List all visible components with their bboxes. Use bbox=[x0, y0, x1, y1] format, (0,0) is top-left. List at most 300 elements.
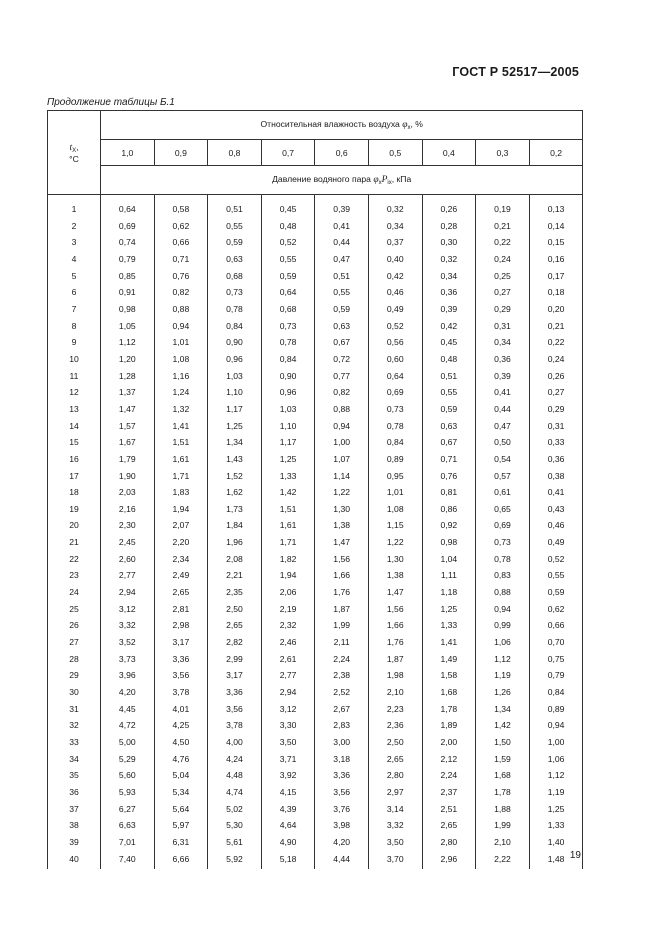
pressure-cell: 2,21 bbox=[208, 567, 262, 584]
pressure-cell: 0,26 bbox=[422, 195, 476, 218]
pressure-cell: 0,46 bbox=[529, 517, 583, 534]
pressure-cell: 2,82 bbox=[208, 634, 262, 651]
humidity-subscript: x bbox=[407, 125, 411, 131]
pressure-cell: 0,29 bbox=[476, 301, 530, 318]
pressure-cell: 3,78 bbox=[154, 684, 208, 701]
table-row bbox=[48, 218, 583, 235]
pressure-cell: 1,42 bbox=[261, 484, 315, 501]
pressure-cell: 0,55 bbox=[315, 284, 369, 301]
pressure-cell: 1,90 bbox=[101, 468, 155, 485]
pressure-cell: 3,17 bbox=[208, 667, 262, 684]
table-row bbox=[48, 817, 583, 834]
table-row bbox=[48, 834, 583, 851]
pressure-cell: 5,64 bbox=[154, 801, 208, 818]
temperature-cell: 11 bbox=[48, 368, 101, 385]
temperature-cell: 26 bbox=[48, 617, 101, 634]
pressure-cell: 4,90 bbox=[261, 834, 315, 851]
pressure-cell: 0,33 bbox=[529, 434, 583, 451]
pressure-cell: 0,51 bbox=[422, 368, 476, 385]
temperature-cell: 6 bbox=[48, 284, 101, 301]
table-row bbox=[48, 784, 583, 801]
pressure-cell: 3,50 bbox=[368, 834, 422, 851]
table-row bbox=[48, 251, 583, 268]
pressure-subscript-ix: ix bbox=[387, 180, 392, 186]
pressure-cell: 1,99 bbox=[476, 817, 530, 834]
pressure-cell: 0,55 bbox=[422, 384, 476, 401]
pressure-cell: 3,12 bbox=[261, 701, 315, 718]
column-header-row bbox=[48, 140, 583, 166]
pressure-cell: 0,79 bbox=[101, 251, 155, 268]
temperature-cell: 14 bbox=[48, 418, 101, 435]
pressure-cell: 1,51 bbox=[261, 501, 315, 518]
pressure-cell: 0,41 bbox=[315, 218, 369, 235]
pressure-cell: 0,69 bbox=[476, 517, 530, 534]
pressure-cell: 0,36 bbox=[529, 451, 583, 468]
pressure-cell: 4,20 bbox=[315, 834, 369, 851]
pressure-cell: 0,21 bbox=[476, 218, 530, 235]
pressure-cell: 0,78 bbox=[208, 301, 262, 318]
pressure-cell: 2,97 bbox=[368, 784, 422, 801]
pressure-cell: 0,25 bbox=[476, 268, 530, 285]
pressure-cell: 1,67 bbox=[101, 434, 155, 451]
pressure-cell: 0,41 bbox=[529, 484, 583, 501]
pressure-cell: 0,96 bbox=[208, 351, 262, 368]
pressure-cell: 1,61 bbox=[154, 451, 208, 468]
pressure-cell: 2,65 bbox=[368, 751, 422, 768]
pressure-cell: 2,61 bbox=[261, 651, 315, 668]
temperature-header: $t_X$, °C bbox=[48, 111, 101, 195]
table-row bbox=[48, 195, 583, 218]
table-row bbox=[48, 401, 583, 418]
pressure-cell: 1,38 bbox=[368, 567, 422, 584]
pressure-cell: 0,75 bbox=[529, 651, 583, 668]
pressure-cell: 2,50 bbox=[368, 734, 422, 751]
pressure-cell: 2,37 bbox=[422, 784, 476, 801]
pressure-cell: 1,89 bbox=[422, 717, 476, 734]
pressure-cell: 1,34 bbox=[208, 434, 262, 451]
page-number: 19 bbox=[569, 850, 581, 861]
pressure-cell: 2,19 bbox=[261, 601, 315, 618]
pressure-cell: 0,42 bbox=[368, 268, 422, 285]
pressure-cell: 1,33 bbox=[422, 617, 476, 634]
pressure-cell: 1,12 bbox=[476, 651, 530, 668]
pressure-cell: 2,77 bbox=[101, 567, 155, 584]
table-row bbox=[48, 434, 583, 451]
pressure-cell: 1,84 bbox=[208, 517, 262, 534]
pressure-cell: 0,51 bbox=[315, 268, 369, 285]
pressure-cell: 0,55 bbox=[529, 567, 583, 584]
pressure-cell: 1,78 bbox=[476, 784, 530, 801]
pressure-cell: 3,36 bbox=[315, 767, 369, 784]
pressure-cell: 0,62 bbox=[154, 218, 208, 235]
pressure-cell: 1,00 bbox=[529, 734, 583, 751]
pressure-cell: 3,56 bbox=[208, 701, 262, 718]
pressure-cell: 2,12 bbox=[422, 751, 476, 768]
table-row bbox=[48, 418, 583, 435]
pressure-cell: 1,66 bbox=[368, 617, 422, 634]
pressure-cell: 0,38 bbox=[529, 468, 583, 485]
pressure-cell: 1,08 bbox=[154, 351, 208, 368]
pressure-cell: 3,78 bbox=[208, 717, 262, 734]
pressure-cell: 0,69 bbox=[368, 384, 422, 401]
pressure-cell: 1,01 bbox=[368, 484, 422, 501]
pressure-cell: 1,47 bbox=[315, 534, 369, 551]
temperature-cell: 17 bbox=[48, 468, 101, 485]
table-row bbox=[48, 751, 583, 768]
pressure-cell: 3,00 bbox=[315, 734, 369, 751]
temperature-cell: 27 bbox=[48, 634, 101, 651]
temperature-cell: 5 bbox=[48, 268, 101, 285]
pressure-cell: 0,27 bbox=[529, 384, 583, 401]
pressure-cell: 0,77 bbox=[315, 368, 369, 385]
pressure-cell: 0,70 bbox=[529, 634, 583, 651]
pressure-cell: 0,85 bbox=[101, 268, 155, 285]
pressure-cell: 1,87 bbox=[315, 601, 369, 618]
pressure-cell: 0,73 bbox=[261, 318, 315, 335]
pressure-cell: 1,18 bbox=[422, 584, 476, 601]
pressure-cell: 0,31 bbox=[476, 318, 530, 335]
pressure-cell: 0,18 bbox=[529, 284, 583, 301]
pressure-cell: 1,76 bbox=[315, 584, 369, 601]
pressure-cell: 0,24 bbox=[529, 351, 583, 368]
pressure-cell: 3,36 bbox=[154, 651, 208, 668]
column-header: 0,3 bbox=[476, 140, 530, 166]
pressure-cell: 0,73 bbox=[476, 534, 530, 551]
pressure-cell: 0,57 bbox=[476, 468, 530, 485]
pressure-cell: 2,51 bbox=[422, 801, 476, 818]
pressure-cell: 2,65 bbox=[208, 617, 262, 634]
pressure-cell: 1,25 bbox=[422, 601, 476, 618]
pressure-cell: 0,60 bbox=[368, 351, 422, 368]
pressure-cell: 0,89 bbox=[529, 701, 583, 718]
pressure-cell: 0,48 bbox=[261, 218, 315, 235]
pressure-cell: 0,84 bbox=[368, 434, 422, 451]
table-row bbox=[48, 368, 583, 385]
pressure-cell: 0,20 bbox=[529, 301, 583, 318]
pressure-cell: 0,24 bbox=[476, 251, 530, 268]
pressure-cell: 0,68 bbox=[261, 301, 315, 318]
pressure-cell: 0,52 bbox=[261, 234, 315, 251]
pressure-cell: 2,22 bbox=[476, 851, 530, 870]
pressure-cell: 1,25 bbox=[529, 801, 583, 818]
pressure-cell: 2,36 bbox=[368, 717, 422, 734]
temperature-cell: 36 bbox=[48, 784, 101, 801]
pressure-cell: 0,13 bbox=[529, 195, 583, 218]
pressure-cell: 4,45 bbox=[101, 701, 155, 718]
pressure-cell: 0,34 bbox=[476, 334, 530, 351]
pressure-cell: 1,71 bbox=[154, 468, 208, 485]
pressure-cell: 1,56 bbox=[315, 551, 369, 568]
pressure-cell: 0,59 bbox=[208, 234, 262, 251]
pressure-cell: 1,07 bbox=[315, 451, 369, 468]
temp-subscript: X bbox=[72, 147, 77, 154]
pressure-cell: 2,60 bbox=[101, 551, 155, 568]
column-header: 0,8 bbox=[208, 140, 262, 166]
pressure-cell: 0,59 bbox=[261, 268, 315, 285]
pressure-cell: 0,21 bbox=[529, 318, 583, 335]
pressure-cell: 4,64 bbox=[261, 817, 315, 834]
pressure-cell: 0,55 bbox=[208, 218, 262, 235]
pressure-subscript-x: x bbox=[378, 180, 382, 186]
temperature-cell: 40 bbox=[48, 851, 101, 870]
pressure-cell: 3,56 bbox=[154, 667, 208, 684]
pressure-cell: 2,38 bbox=[315, 667, 369, 684]
pressure-cell: 1,61 bbox=[261, 517, 315, 534]
pressure-header-prefix: Давление водяного пара bbox=[272, 174, 371, 184]
pressure-cell: 4,01 bbox=[154, 701, 208, 718]
temperature-cell: 8 bbox=[48, 318, 101, 335]
table-row bbox=[48, 734, 583, 751]
pressure-cell: 0,63 bbox=[208, 251, 262, 268]
temperature-cell: 31 bbox=[48, 701, 101, 718]
pressure-cell: 4,50 bbox=[154, 734, 208, 751]
pressure-cell: 1,19 bbox=[529, 784, 583, 801]
column-header: 0,4 bbox=[422, 140, 476, 166]
pressure-cell: 3,30 bbox=[261, 717, 315, 734]
pressure-cell: 1,10 bbox=[261, 418, 315, 435]
pressure-cell: 1,22 bbox=[315, 484, 369, 501]
pressure-cell: 0,45 bbox=[261, 195, 315, 218]
pressure-cell: 1,17 bbox=[208, 401, 262, 418]
pressure-cell: 3,36 bbox=[208, 684, 262, 701]
temperature-cell: 1 bbox=[48, 195, 101, 218]
pressure-cell: 0,78 bbox=[368, 418, 422, 435]
pressure-cell: 1,56 bbox=[368, 601, 422, 618]
humidity-symbol: φ bbox=[402, 120, 408, 130]
humidity-pressure-table bbox=[47, 110, 583, 869]
pressure-cell: 0,79 bbox=[529, 667, 583, 684]
pressure-cell: 2,65 bbox=[154, 584, 208, 601]
temperature-cell: 7 bbox=[48, 301, 101, 318]
pressure-cell: 0,92 bbox=[422, 517, 476, 534]
pressure-cell: 0,89 bbox=[368, 451, 422, 468]
pressure-cell: 3,70 bbox=[368, 851, 422, 870]
pressure-cell: 2,94 bbox=[261, 684, 315, 701]
temperature-cell: 18 bbox=[48, 484, 101, 501]
table-row bbox=[48, 384, 583, 401]
pressure-cell: 0,49 bbox=[529, 534, 583, 551]
temperature-cell: 9 bbox=[48, 334, 101, 351]
pressure-cell: 3,32 bbox=[101, 617, 155, 634]
pressure-cell: 0,82 bbox=[154, 284, 208, 301]
pressure-cell: 1,94 bbox=[154, 501, 208, 518]
temperature-cell: 16 bbox=[48, 451, 101, 468]
pressure-cell: 3,96 bbox=[101, 667, 155, 684]
pressure-cell: 2,99 bbox=[208, 651, 262, 668]
table-row bbox=[48, 851, 583, 870]
pressure-cell: 0,91 bbox=[101, 284, 155, 301]
pressure-cell: 1,88 bbox=[476, 801, 530, 818]
pressure-cell: 2,08 bbox=[208, 551, 262, 568]
pressure-cell: 1,57 bbox=[101, 418, 155, 435]
pressure-cell: 1,41 bbox=[154, 418, 208, 435]
pressure-cell: 1,01 bbox=[154, 334, 208, 351]
pressure-cell: 2,24 bbox=[315, 651, 369, 668]
temperature-cell: 34 bbox=[48, 751, 101, 768]
table-row bbox=[48, 567, 583, 584]
pressure-cell: 0,95 bbox=[368, 468, 422, 485]
pressure-cell: 3,52 bbox=[101, 634, 155, 651]
pressure-cell: 1,98 bbox=[368, 667, 422, 684]
pressure-cell: 0,67 bbox=[315, 334, 369, 351]
pressure-cell: 0,83 bbox=[476, 567, 530, 584]
pressure-cell: 3,92 bbox=[261, 767, 315, 784]
pressure-cell: 0,32 bbox=[422, 251, 476, 268]
pressure-cell: 2,20 bbox=[154, 534, 208, 551]
pressure-cell: 0,73 bbox=[208, 284, 262, 301]
pressure-cell: 4,00 bbox=[208, 734, 262, 751]
humidity-header-prefix: Относительная влажность воздуха bbox=[260, 119, 400, 129]
pressure-cell: 0,34 bbox=[422, 268, 476, 285]
pressure-cell: 2,96 bbox=[422, 851, 476, 870]
pressure-cell: 1,47 bbox=[101, 401, 155, 418]
pressure-cell: 0,54 bbox=[476, 451, 530, 468]
table-body bbox=[48, 195, 583, 870]
pressure-cell: 0,84 bbox=[208, 318, 262, 335]
temperature-cell: 20 bbox=[48, 517, 101, 534]
pressure-cell: 1,03 bbox=[261, 401, 315, 418]
pressure-cell: 1,47 bbox=[368, 584, 422, 601]
pressure-cell: 5,04 bbox=[154, 767, 208, 784]
pressure-cell: 3,18 bbox=[315, 751, 369, 768]
pressure-cell: 2,06 bbox=[261, 584, 315, 601]
pressure-cell: 0,62 bbox=[529, 601, 583, 618]
pressure-cell: 1,41 bbox=[422, 634, 476, 651]
pressure-cell: 0,82 bbox=[315, 384, 369, 401]
temperature-cell: 10 bbox=[48, 351, 101, 368]
pressure-cell: 1,96 bbox=[208, 534, 262, 551]
pressure-cell: 0,99 bbox=[476, 617, 530, 634]
pressure-cell: 3,12 bbox=[101, 601, 155, 618]
pressure-cell: 1,78 bbox=[422, 701, 476, 718]
pressure-cell: 6,66 bbox=[154, 851, 208, 870]
pressure-cell: 0,14 bbox=[529, 218, 583, 235]
pressure-cell: 0,43 bbox=[529, 501, 583, 518]
pressure-cell: 5,02 bbox=[208, 801, 262, 818]
pressure-cell: 0,76 bbox=[422, 468, 476, 485]
table-row bbox=[48, 501, 583, 518]
pressure-cell: 6,27 bbox=[101, 801, 155, 818]
pressure-cell: 0,39 bbox=[476, 368, 530, 385]
pressure-cell: 1,40 bbox=[529, 834, 583, 851]
pressure-cell: 1,24 bbox=[154, 384, 208, 401]
pressure-cell: 1,12 bbox=[101, 334, 155, 351]
table-row bbox=[48, 551, 583, 568]
pressure-cell: 5,18 bbox=[261, 851, 315, 870]
pressure-cell: 1,19 bbox=[476, 667, 530, 684]
pressure-symbol-phi: φ bbox=[373, 175, 379, 185]
pressure-cell: 5,30 bbox=[208, 817, 262, 834]
pressure-cell: 5,34 bbox=[154, 784, 208, 801]
pressure-cell: 0,27 bbox=[476, 284, 530, 301]
table-row bbox=[48, 634, 583, 651]
pressure-cell: 1,52 bbox=[208, 468, 262, 485]
table-row bbox=[48, 484, 583, 501]
pressure-cell: 2,50 bbox=[208, 601, 262, 618]
column-header: 0,7 bbox=[261, 140, 315, 166]
pressure-cell: 5,97 bbox=[154, 817, 208, 834]
pressure-cell: 1,25 bbox=[208, 418, 262, 435]
temperature-cell: 23 bbox=[48, 567, 101, 584]
pressure-cell: 0,49 bbox=[368, 301, 422, 318]
temperature-cell: 21 bbox=[48, 534, 101, 551]
pressure-cell: 0,68 bbox=[208, 268, 262, 285]
temperature-cell: 38 bbox=[48, 817, 101, 834]
pressure-cell: 1,38 bbox=[315, 517, 369, 534]
table-row bbox=[48, 617, 583, 634]
pressure-cell: 5,61 bbox=[208, 834, 262, 851]
pressure-cell: 0,84 bbox=[261, 351, 315, 368]
pressure-cell: 5,93 bbox=[101, 784, 155, 801]
pressure-cell: 1,28 bbox=[101, 368, 155, 385]
pressure-cell: 0,73 bbox=[368, 401, 422, 418]
pressure-cell: 0,51 bbox=[208, 195, 262, 218]
pressure-cell: 0,64 bbox=[101, 195, 155, 218]
humidity-header-suffix: , % bbox=[410, 119, 423, 129]
temperature-cell: 2 bbox=[48, 218, 101, 235]
temperature-cell: 12 bbox=[48, 384, 101, 401]
pressure-header bbox=[101, 166, 583, 195]
pressure-cell: 1,11 bbox=[422, 567, 476, 584]
table-row bbox=[48, 284, 583, 301]
table-row bbox=[48, 667, 583, 684]
pressure-cell: 1,50 bbox=[476, 734, 530, 751]
pressure-cell: 1,68 bbox=[476, 767, 530, 784]
pressure-cell: 0,52 bbox=[368, 318, 422, 335]
pressure-cell: 0,59 bbox=[315, 301, 369, 318]
pressure-cell: 3,32 bbox=[368, 817, 422, 834]
pressure-cell: 1,62 bbox=[208, 484, 262, 501]
pressure-cell: 1,30 bbox=[315, 501, 369, 518]
pressure-cell: 1,15 bbox=[368, 517, 422, 534]
table-row bbox=[48, 351, 583, 368]
pressure-cell: 1,48 bbox=[529, 851, 583, 870]
pressure-cell: 0,98 bbox=[422, 534, 476, 551]
pressure-cell: 0,36 bbox=[476, 351, 530, 368]
column-header: 0,5 bbox=[368, 140, 422, 166]
pressure-cell: 1,33 bbox=[529, 817, 583, 834]
pressure-cell: 0,37 bbox=[368, 234, 422, 251]
pressure-cell: 0,58 bbox=[154, 195, 208, 218]
pressure-cell: 1,71 bbox=[261, 534, 315, 551]
pressure-cell: 0,48 bbox=[422, 351, 476, 368]
pressure-cell: 0,59 bbox=[529, 584, 583, 601]
pressure-cell: 0,50 bbox=[476, 434, 530, 451]
table-row bbox=[48, 234, 583, 251]
pressure-cell: 2,10 bbox=[368, 684, 422, 701]
pressure-cell: 2,45 bbox=[101, 534, 155, 551]
pressure-cell: 1,26 bbox=[476, 684, 530, 701]
temperature-cell: 24 bbox=[48, 584, 101, 601]
table-row bbox=[48, 767, 583, 784]
pressure-cell: 2,94 bbox=[101, 584, 155, 601]
pressure-cell: 5,00 bbox=[101, 734, 155, 751]
pressure-cell: 3,17 bbox=[154, 634, 208, 651]
pressure-cell: 0,26 bbox=[529, 368, 583, 385]
pressure-cell: 0,64 bbox=[368, 368, 422, 385]
table-row bbox=[48, 584, 583, 601]
pressure-cell: 1,58 bbox=[422, 667, 476, 684]
pressure-cell: 0,98 bbox=[101, 301, 155, 318]
pressure-cell: 1,14 bbox=[315, 468, 369, 485]
table-row bbox=[48, 701, 583, 718]
pressure-cell: 2,81 bbox=[154, 601, 208, 618]
pressure-cell: 4,24 bbox=[208, 751, 262, 768]
pressure-cell: 5,92 bbox=[208, 851, 262, 870]
pressure-cell: 1,16 bbox=[154, 368, 208, 385]
temperature-cell: 28 bbox=[48, 651, 101, 668]
table-row bbox=[48, 601, 583, 618]
